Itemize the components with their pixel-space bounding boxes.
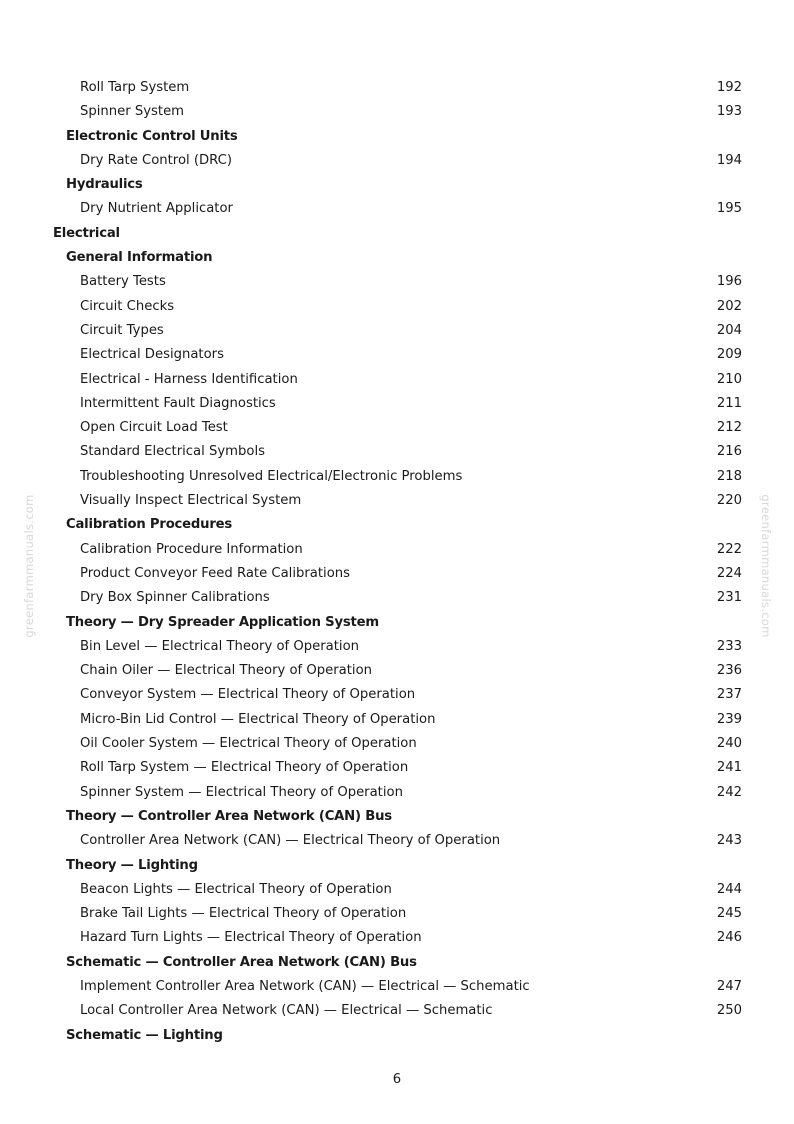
toc-entry-page-number: 192: [716, 80, 742, 95]
toc-entry-page-number: 211: [716, 395, 742, 411]
toc-entry-page-number: 218: [716, 468, 742, 484]
toc-entry-title: Circuit Checks: [80, 298, 175, 314]
toc-entry-title: Electrical - Harness Identification: [80, 371, 298, 387]
toc-entry[interactable]: [0, 562, 794, 586]
toc-entry-title: Electrical: [53, 225, 120, 241]
toc-entry-page-number: 237: [716, 687, 742, 703]
toc-entry-title: Open Circuit Load Test: [80, 420, 228, 436]
toc-entry-page-number: 212: [716, 420, 742, 436]
toc-entry-title: Troubleshooting Unresolved Electrical/Electronic Problems: [80, 468, 463, 484]
toc-entry-page-number: 239: [716, 711, 742, 727]
toc-entry-title: Electronic Control Units: [66, 128, 238, 144]
toc-entry[interactable]: [0, 295, 794, 319]
toc-section-heading: [0, 951, 794, 975]
toc-entry-page-number: 246: [716, 930, 742, 946]
toc-section-heading: [0, 854, 794, 878]
toc-entry-title: Standard Electrical Symbols: [80, 444, 265, 460]
toc-entry[interactable]: [0, 76, 794, 100]
watermark-right: greenfarmmanuals.com: [759, 494, 773, 638]
toc-entry-title: Roll Tarp System — Electrical Theory of Operation: [80, 760, 409, 776]
toc-entry-title: Oil Cooler System — Electrical Theory of Operation: [80, 736, 417, 752]
toc-entry[interactable]: [0, 781, 794, 805]
toc-entry[interactable]: [0, 586, 794, 610]
toc-entry[interactable]: [0, 756, 794, 780]
toc-entry-title: Brake Tail Lights — Electrical Theory of Operation: [80, 906, 407, 922]
toc-entry[interactable]: [0, 975, 794, 999]
toc-entry-page-number: 250: [716, 1003, 742, 1019]
toc-entry[interactable]: [0, 926, 794, 950]
toc-entry-page-number: 243: [716, 833, 742, 849]
toc-entry-title: Bin Level — Electrical Theory of Operation: [80, 638, 359, 654]
toc-entry[interactable]: [0, 319, 794, 343]
toc-entry[interactable]: [0, 538, 794, 562]
toc-section-heading: [0, 611, 794, 635]
toc-entry-page-number: 222: [716, 541, 742, 557]
toc-section-heading: [0, 173, 794, 197]
toc-entry[interactable]: [0, 465, 794, 489]
toc-entry-title: Local Controller Area Network (CAN) — Electrical — Schematic: [80, 1003, 493, 1019]
toc-entry-title: General Information: [66, 250, 213, 266]
toc-entry-title: Circuit Types: [80, 322, 164, 338]
watermark-left: greenfarmmanuals.com: [22, 494, 36, 638]
toc-entry-title: Implement Controller Area Network (CAN) — Electrical — Schematic: [80, 978, 530, 994]
toc-entry-page-number: 216: [716, 444, 742, 460]
toc-entry-page-number: 231: [716, 590, 742, 606]
toc-entry[interactable]: [0, 270, 794, 294]
toc-entry-page-number: 247: [716, 978, 742, 994]
toc-entry-title: Battery Tests: [80, 274, 166, 290]
toc-entry-page-number: 236: [716, 663, 742, 679]
toc-entry[interactable]: [0, 100, 794, 124]
toc-entry[interactable]: [0, 659, 794, 683]
toc-section-heading: [0, 246, 794, 270]
toc-entry-title: Hydraulics: [66, 177, 143, 193]
toc-entry[interactable]: [0, 878, 794, 902]
table-of-contents: [0, 76, 794, 1048]
toc-entry-title: Hazard Turn Lights — Electrical Theory of Operation: [80, 930, 422, 946]
toc-entry[interactable]: [0, 829, 794, 853]
toc-entry-page-number: 202: [716, 298, 742, 314]
toc-entry-title: Beacon Lights — Electrical Theory of Operation: [80, 881, 392, 897]
toc-entry[interactable]: [0, 368, 794, 392]
toc-entry-title: Electrical Designators: [80, 347, 224, 363]
toc-entry[interactable]: [0, 149, 794, 173]
toc-entry-page-number: 193: [716, 104, 742, 120]
toc-entry-page-number: 196: [716, 274, 742, 290]
toc-entry-page-number: 245: [716, 906, 742, 922]
toc-entry[interactable]: [0, 343, 794, 367]
toc-entry-page-number: 244: [716, 881, 742, 897]
toc-entry-title: Roll Tarp System: [80, 80, 190, 95]
toc-entry[interactable]: [0, 635, 794, 659]
toc-entry-title: Calibration Procedure Information: [80, 541, 303, 557]
toc-entry[interactable]: [0, 732, 794, 756]
toc-entry-title: Conveyor System — Electrical Theory of Operation: [80, 687, 416, 703]
toc-entry[interactable]: [0, 416, 794, 440]
toc-entry-page-number: 241: [716, 760, 742, 776]
toc-entry-title: Intermittent Fault Diagnostics: [80, 395, 276, 411]
toc-entry-page-number: 233: [716, 638, 742, 654]
toc-entry-title: Controller Area Network (CAN) — Electrical Theory of Operation: [80, 833, 501, 849]
toc-entry-page-number: 195: [716, 201, 742, 217]
toc-section-heading: [0, 805, 794, 829]
toc-entry[interactable]: [0, 683, 794, 707]
toc-entry-title: Dry Nutrient Applicator: [80, 201, 233, 217]
toc-section-heading: [0, 222, 794, 246]
toc-section-heading: [0, 1024, 794, 1048]
toc-entry-title: Calibration Procedures: [66, 517, 233, 533]
toc-entry-title: Schematic — Controller Area Network (CAN) Bus: [66, 954, 417, 970]
toc-entry-title: Chain Oiler — Electrical Theory of Operation: [80, 663, 373, 679]
toc-entry-title: Schematic — Lighting: [66, 1027, 223, 1043]
toc-entry-title: Theory — Lighting: [66, 857, 198, 873]
toc-entry-title: Spinner System — Electrical Theory of Operation: [80, 784, 403, 800]
toc-entry-title: Visually Inspect Electrical System: [80, 493, 302, 509]
toc-entry[interactable]: [0, 489, 794, 513]
toc-entry-page-number: 220: [716, 493, 742, 509]
toc-entry[interactable]: [0, 999, 794, 1023]
toc-entry-page-number: 242: [716, 784, 742, 800]
toc-entry[interactable]: [0, 708, 794, 732]
toc-entry[interactable]: [0, 440, 794, 464]
toc-entry[interactable]: [0, 902, 794, 926]
toc-entry[interactable]: [0, 197, 794, 221]
toc-section-heading: [0, 513, 794, 537]
toc-section-heading: [0, 125, 794, 149]
toc-entry-page-number: 194: [716, 152, 742, 168]
toc-entry-title: Product Conveyor Feed Rate Calibrations: [80, 565, 351, 581]
toc-entry-title: Theory — Dry Spreader Application System: [66, 614, 379, 630]
toc-entry-page-number: 224: [716, 565, 742, 581]
toc-entry-title: Theory — Controller Area Network (CAN) Bus: [66, 808, 392, 824]
toc-entry-page-number: 209: [716, 347, 742, 363]
toc-entry-page-number: 204: [716, 322, 742, 338]
page-number: 6: [392, 1072, 402, 1087]
toc-entry-title: Dry Box Spinner Calibrations: [80, 590, 270, 606]
toc-entry-title: Spinner System: [80, 104, 185, 120]
toc-entry-title: Dry Rate Control (DRC): [80, 152, 233, 168]
toc-entry[interactable]: [0, 392, 794, 416]
toc-entry-title: Micro-Bin Lid Control — Electrical Theory of Operation: [80, 711, 436, 727]
toc-entry-page-number: 240: [716, 736, 742, 752]
toc-entry-page-number: 210: [716, 371, 742, 387]
